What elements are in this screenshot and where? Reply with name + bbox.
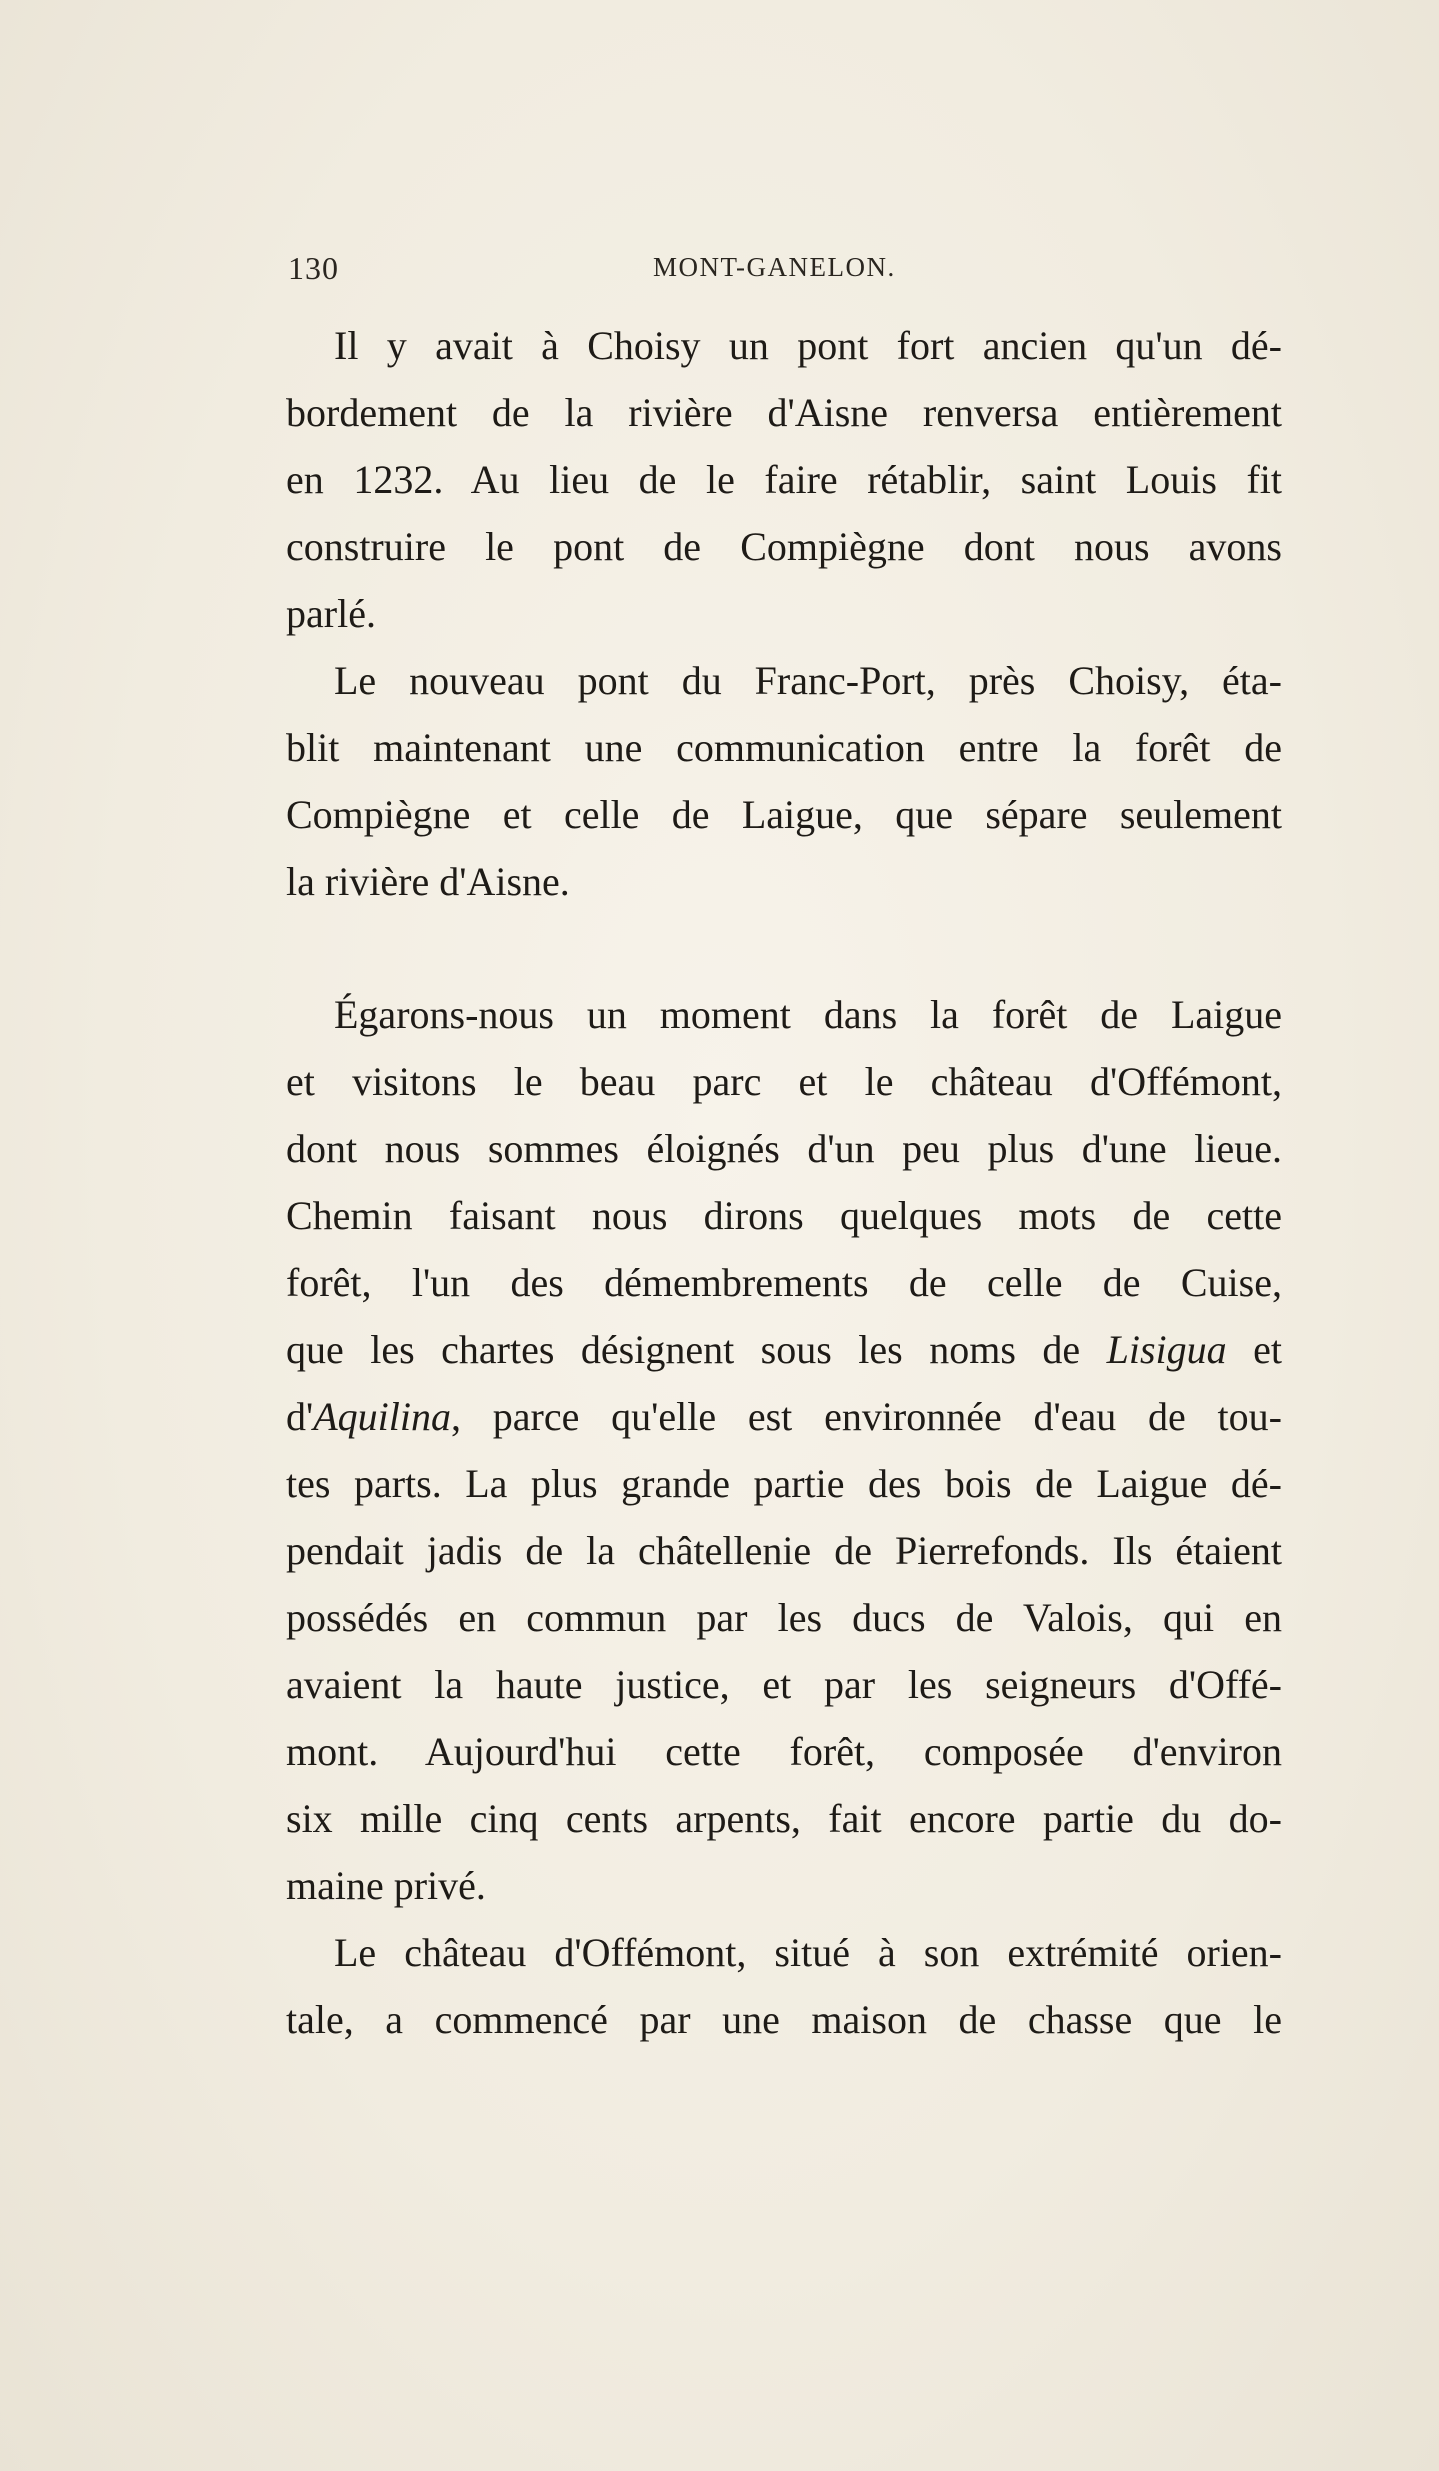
text-line: Le nouveau pont du Franc-Port, près Choisy, éta- (334, 658, 1282, 703)
paragraph-1 (286, 312, 1282, 647)
text-line: Égarons-nous un moment dans la forêt de Laigue (334, 992, 1282, 1037)
text-line: Le château d'Offémont, situé à son extrémité orien- (334, 1930, 1282, 1975)
text-line: tes parts. La plus grande partie des bois de Laigue dé- (286, 1461, 1282, 1506)
page-header (288, 250, 1288, 290)
page-number: 130 (288, 250, 339, 286)
text-line: mont. Aujourd'hui cette forêt, composée d'environ (286, 1729, 1282, 1774)
italic-term: Aquilina (313, 1394, 451, 1439)
text-line: en 1232. Au lieu de le faire rétablir, saint Louis fit (286, 457, 1282, 502)
text-line: blit maintenant une communication entre la forêt de (286, 725, 1282, 770)
text-line: maine privé. (286, 1863, 486, 1908)
text-line: Compiègne et celle de Laigue, que sépare seulement (286, 792, 1282, 837)
text-line: six mille cinq cents arpents, fait encore partie du do- (286, 1796, 1282, 1841)
text-line: avaient la haute justice, et par les seigneurs d'Offé- (286, 1662, 1282, 1707)
text-line: et visitons le beau parc et le château d'Offémont, (286, 1059, 1282, 1104)
text-line: tale, a commencé par une maison de chasse que le (286, 1997, 1282, 2042)
paragraph-2 (286, 647, 1282, 915)
text-line: bordement de la rivière d'Aisne renversa entièrement (286, 390, 1282, 435)
text-line: parlé. (286, 591, 376, 636)
text-line: dont nous sommes éloignés d'un peu plus d'une lieue. (286, 1126, 1282, 1171)
text-line (286, 1383, 1282, 1450)
paragraph-4 (286, 1919, 1282, 2053)
text-line (286, 1316, 1282, 1383)
text-run: et (1226, 1327, 1282, 1372)
text-line: la rivière d'Aisne. (286, 859, 570, 904)
text-line: construire le pont de Compiègne dont nous avons (286, 524, 1282, 569)
text-run: , parce qu'elle est environnée d'eau de tou- (451, 1394, 1282, 1439)
italic-term: Lisigua (1106, 1327, 1227, 1372)
paragraph-3 (286, 981, 1282, 1919)
running-head: MONT-GANELON. (653, 252, 896, 282)
text-line: forêt, l'un des démembrements de celle de Cuise, (286, 1260, 1282, 1305)
body-text (286, 312, 1282, 2053)
text-line: Il y avait à Choisy un pont fort ancien qu'un dé- (334, 323, 1282, 368)
text-line: possédés en commun par les ducs de Valois, qui en (286, 1595, 1282, 1640)
section-break (286, 915, 1282, 981)
text-line: pendait jadis de la châtellenie de Pierrefonds. Ils étaient (286, 1528, 1282, 1573)
text-run: d' (286, 1394, 314, 1439)
text-run: que les chartes désignent sous les noms de (286, 1327, 1107, 1372)
text-line: Chemin faisant nous dirons quelques mots de cette (286, 1193, 1282, 1238)
